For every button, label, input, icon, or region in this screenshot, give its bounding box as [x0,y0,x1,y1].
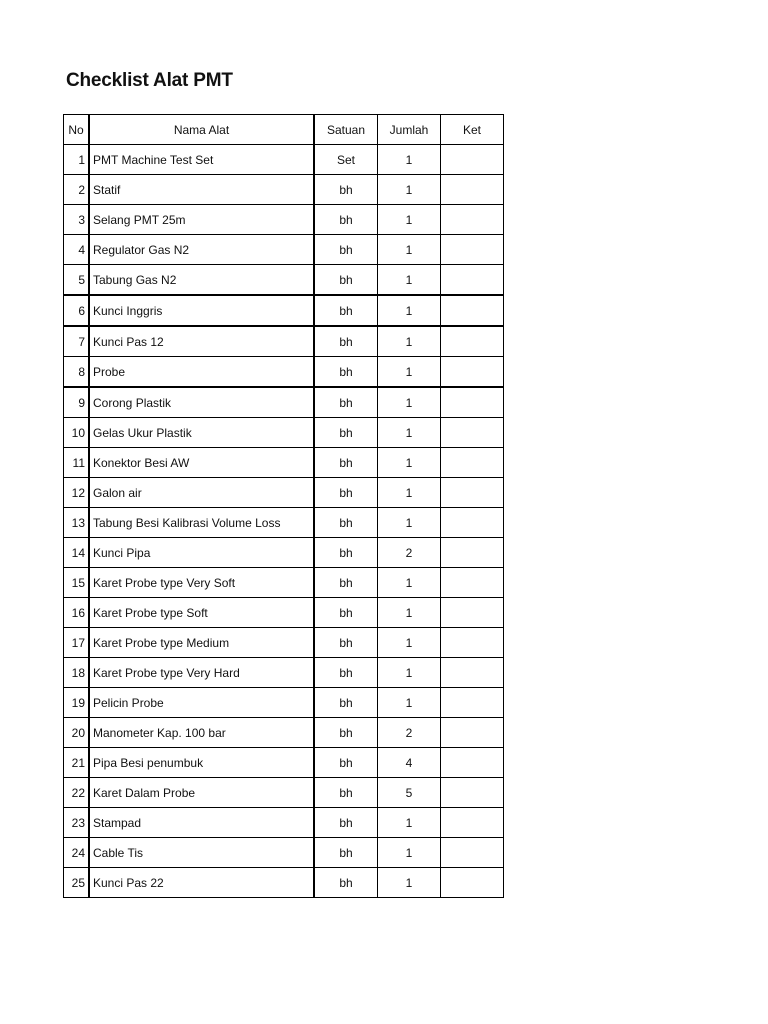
cell-satuan: bh [314,295,378,326]
cell-jumlah: 1 [378,205,441,235]
cell-satuan: bh [314,718,378,748]
cell-satuan: bh [314,568,378,598]
cell-nama-alat: Pelicin Probe [89,688,314,718]
cell-nama-alat: Gelas Ukur Plastik [89,418,314,448]
cell-ket [441,748,504,778]
header-no: No [64,115,90,145]
cell-jumlah: 1 [378,868,441,898]
cell-jumlah: 1 [378,387,441,418]
cell-ket [441,718,504,748]
cell-jumlah: 1 [378,357,441,388]
cell-nama-alat: Kunci Pas 12 [89,326,314,357]
cell-nama-alat: PMT Machine Test Set [89,145,314,175]
cell-ket [441,868,504,898]
cell-ket [441,205,504,235]
cell-jumlah: 5 [378,778,441,808]
cell-satuan: bh [314,387,378,418]
table-row [64,418,504,448]
cell-jumlah: 1 [378,628,441,658]
table-row [64,145,504,175]
cell-jumlah: 1 [378,688,441,718]
header-satuan: Satuan [314,115,378,145]
cell-ket [441,688,504,718]
cell-satuan: bh [314,357,378,388]
cell-nama-alat: Galon air [89,478,314,508]
cell-ket [441,778,504,808]
cell-no: 24 [64,838,90,868]
cell-ket [441,808,504,838]
cell-nama-alat: Kunci Inggris [89,295,314,326]
header-nama-alat: Nama Alat [89,115,314,145]
cell-jumlah: 4 [378,748,441,778]
cell-ket [441,357,504,388]
cell-nama-alat: Karet Probe type Medium [89,628,314,658]
cell-ket [441,265,504,296]
table-row [64,628,504,658]
cell-satuan: bh [314,658,378,688]
table-row [64,778,504,808]
cell-satuan: Set [314,145,378,175]
cell-ket [441,568,504,598]
cell-jumlah: 1 [378,568,441,598]
cell-no: 19 [64,688,90,718]
cell-nama-alat: Karet Probe type Soft [89,598,314,628]
table-row [64,357,504,388]
table-row [64,538,504,568]
table-row [64,265,504,296]
cell-satuan: bh [314,628,378,658]
cell-jumlah: 1 [378,326,441,357]
cell-ket [441,145,504,175]
cell-jumlah: 1 [378,598,441,628]
cell-no: 10 [64,418,90,448]
cell-nama-alat: Manometer Kap. 100 bar [89,718,314,748]
cell-satuan: bh [314,478,378,508]
cell-nama-alat: Pipa Besi penumbuk [89,748,314,778]
cell-satuan: bh [314,418,378,448]
cell-nama-alat: Tabung Gas N2 [89,265,314,296]
cell-satuan: bh [314,326,378,357]
cell-nama-alat: Corong Plastik [89,387,314,418]
table-row [64,295,504,326]
cell-jumlah: 1 [378,448,441,478]
cell-no: 17 [64,628,90,658]
cell-jumlah: 1 [378,658,441,688]
cell-no: 23 [64,808,90,838]
cell-no: 12 [64,478,90,508]
cell-nama-alat: Stampad [89,808,314,838]
cell-jumlah: 1 [378,838,441,868]
cell-ket [441,448,504,478]
cell-nama-alat: Kunci Pas 22 [89,868,314,898]
cell-nama-alat: Probe [89,357,314,388]
cell-nama-alat: Selang PMT 25m [89,205,314,235]
cell-jumlah: 1 [378,418,441,448]
cell-no: 4 [64,235,90,265]
table-row [64,478,504,508]
cell-ket [441,658,504,688]
cell-no: 22 [64,778,90,808]
header-ket: Ket [441,115,504,145]
cell-no: 6 [64,295,90,326]
cell-satuan: bh [314,598,378,628]
table-row [64,718,504,748]
cell-ket [441,838,504,868]
table-row [64,838,504,868]
cell-jumlah: 1 [378,265,441,296]
cell-no: 7 [64,326,90,357]
cell-satuan: bh [314,808,378,838]
cell-ket [441,478,504,508]
cell-jumlah: 1 [378,295,441,326]
cell-jumlah: 1 [378,175,441,205]
table-row [64,205,504,235]
table-row [64,508,504,538]
cell-satuan: bh [314,235,378,265]
cell-no: 16 [64,598,90,628]
cell-ket [441,628,504,658]
cell-satuan: bh [314,508,378,538]
cell-satuan: bh [314,748,378,778]
cell-satuan: bh [314,448,378,478]
cell-ket [441,326,504,357]
cell-satuan: bh [314,205,378,235]
cell-satuan: bh [314,175,378,205]
cell-jumlah: 2 [378,718,441,748]
cell-satuan: bh [314,868,378,898]
cell-no: 8 [64,357,90,388]
cell-ket [441,387,504,418]
cell-satuan: bh [314,265,378,296]
cell-ket [441,295,504,326]
header-jumlah: Jumlah [378,115,441,145]
cell-no: 25 [64,868,90,898]
cell-no: 21 [64,748,90,778]
cell-nama-alat: Karet Probe type Very Soft [89,568,314,598]
cell-nama-alat: Tabung Besi Kalibrasi Volume Loss [89,508,314,538]
cell-nama-alat: Karet Probe type Very Hard [89,658,314,688]
table-row [64,387,504,418]
cell-jumlah: 2 [378,538,441,568]
table-row [64,175,504,205]
table-row [64,688,504,718]
table-header-row [64,115,504,145]
cell-nama-alat: Karet Dalam Probe [89,778,314,808]
cell-jumlah: 1 [378,478,441,508]
cell-nama-alat: Cable Tis [89,838,314,868]
cell-no: 5 [64,265,90,296]
cell-ket [441,175,504,205]
cell-jumlah: 1 [378,235,441,265]
cell-ket [441,598,504,628]
table-row [64,868,504,898]
cell-no: 18 [64,658,90,688]
cell-no: 9 [64,387,90,418]
table-row [64,235,504,265]
checklist-table [63,114,504,898]
cell-no: 15 [64,568,90,598]
cell-nama-alat: Konektor Besi AW [89,448,314,478]
cell-satuan: bh [314,538,378,568]
cell-jumlah: 1 [378,808,441,838]
cell-no: 1 [64,145,90,175]
table-row [64,326,504,357]
cell-no: 13 [64,508,90,538]
cell-nama-alat: Statif [89,175,314,205]
cell-nama-alat: Kunci Pipa [89,538,314,568]
cell-ket [441,538,504,568]
cell-satuan: bh [314,838,378,868]
cell-satuan: bh [314,688,378,718]
cell-ket [441,235,504,265]
table-row [64,808,504,838]
cell-satuan: bh [314,778,378,808]
cell-no: 3 [64,205,90,235]
table-row [64,658,504,688]
table-row [64,598,504,628]
table-row [64,748,504,778]
cell-no: 2 [64,175,90,205]
page-title: Checklist Alat PMT [66,70,233,91]
cell-jumlah: 1 [378,508,441,538]
table-row [64,448,504,478]
cell-ket [441,418,504,448]
cell-jumlah: 1 [378,145,441,175]
cell-ket [441,508,504,538]
table-body [64,145,504,898]
table-row [64,568,504,598]
cell-nama-alat: Regulator Gas N2 [89,235,314,265]
cell-no: 14 [64,538,90,568]
cell-no: 11 [64,448,90,478]
cell-no: 20 [64,718,90,748]
